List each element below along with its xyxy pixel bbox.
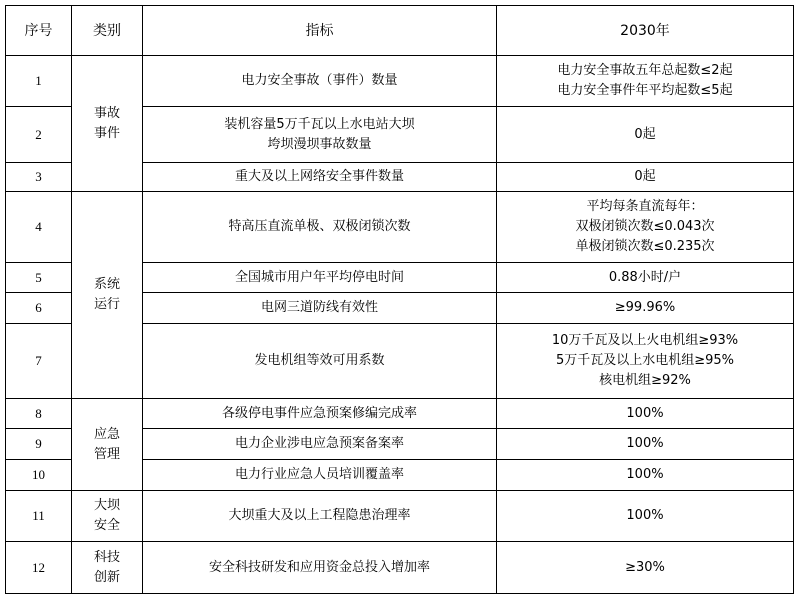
row-number: 3 [6, 163, 72, 192]
target-text: 100% [626, 467, 664, 482]
target-text: 100% [626, 436, 664, 451]
table-row [6, 192, 794, 263]
category-label: 科技 [93, 549, 120, 565]
indicator-cell [143, 460, 497, 491]
indicator-cell [143, 399, 497, 429]
indicator-text: 电网三道防线有效性 [260, 300, 378, 315]
header-indicator: 指标 [143, 6, 497, 56]
category-cell-dam [72, 491, 143, 542]
indicator-cell [143, 263, 497, 293]
category-label: 事件 [93, 125, 120, 141]
target-text: 100% [626, 405, 664, 421]
indicator-text: 垮坝漫坝事故数量 [267, 136, 372, 152]
target-cell [497, 263, 794, 293]
indicator-text: 各级停电事件应急预案修编完成率 [221, 405, 417, 421]
category-label: 系统 [93, 277, 120, 292]
table-row [6, 56, 794, 107]
header-no: 序号 [6, 6, 72, 56]
target-text: 0起 [634, 169, 656, 184]
indicator-cell [143, 192, 497, 263]
target-text: 0起 [634, 126, 656, 142]
table-row [6, 491, 794, 542]
row-number: 6 [6, 293, 72, 324]
row-number: 9 [6, 429, 72, 460]
row-number: 5 [6, 263, 72, 293]
row-number: 7 [6, 324, 72, 399]
target-cell [497, 429, 794, 460]
target-text: 电力安全事故五年总起数≤2起 [557, 63, 733, 78]
indicator-text: 重大及以上网络安全事件数量 [234, 169, 404, 184]
category-label: 安全 [93, 518, 120, 533]
indicator-cell [143, 56, 497, 107]
indicator-text: 发电机组等效可用系数 [254, 353, 385, 368]
category-label: 应急 [93, 426, 120, 442]
row-number: 1 [6, 56, 72, 107]
category-label: 创新 [93, 569, 120, 585]
category-label: 事故 [93, 105, 120, 121]
indicator-text: 装机容量5万千瓦以上水电站大坝 [224, 116, 415, 132]
target-cell [497, 163, 794, 192]
indicator-text: 电力安全事故（事件）数量 [241, 73, 398, 88]
target-cell [497, 192, 794, 263]
indicator-text: 特高压直流单极、双极闭锁次数 [228, 219, 411, 234]
target-text: 电力安全事件年平均起数≤5起 [557, 83, 733, 98]
target-text: 10万千瓦及以上火电机组≥93% [551, 333, 739, 348]
target-text: 100% [626, 508, 664, 523]
row-number: 10 [6, 460, 72, 491]
target-text: 核电机组≥92% [599, 373, 691, 388]
category-cell-tech [72, 542, 143, 594]
target-cell [497, 399, 794, 429]
indicator-text: 电力企业涉电应急预案备案率 [234, 436, 404, 451]
category-cell-accident [72, 56, 143, 192]
category-label: 大坝 [93, 498, 120, 513]
target-cell [497, 460, 794, 491]
table-row [6, 542, 794, 594]
target-text: 0.88小时/户 [608, 269, 682, 285]
indicator-cell [143, 429, 497, 460]
target-text: 5万千瓦及以上水电机组≥95% [555, 353, 735, 368]
header-category: 类别 [72, 6, 143, 56]
indicator-cell [143, 491, 497, 542]
target-text: 平均每条直流每年： [586, 199, 704, 214]
table-header-row [6, 6, 794, 56]
target-text: 双极闭锁次数≤0.043次 [575, 219, 715, 234]
indicator-text: 电力行业应急人员培训覆盖率 [234, 467, 404, 482]
target-text: 单极闭锁次数≤0.235次 [575, 239, 715, 254]
category-label: 管理 [93, 446, 120, 462]
target-cell [497, 293, 794, 324]
target-text: ≥30% [625, 559, 665, 575]
indicator-text: 全国城市用户年平均停电时间 [234, 269, 404, 285]
target-text: ≥99.96% [614, 300, 676, 315]
category-cell-emergency [72, 399, 143, 491]
target-cell [497, 324, 794, 399]
indicator-cell [143, 107, 497, 163]
indicator-text: 大坝重大及以上工程隐患治理率 [228, 508, 411, 523]
target-cell [497, 56, 794, 107]
table-row [6, 399, 794, 429]
row-number: 11 [6, 491, 72, 542]
row-number: 12 [6, 542, 72, 594]
target-cell [497, 107, 794, 163]
indicator-cell [143, 324, 497, 399]
indicator-cell [143, 542, 497, 594]
row-number: 2 [6, 107, 72, 163]
row-number: 8 [6, 399, 72, 429]
safety-indicator-table [5, 5, 794, 594]
category-label: 运行 [93, 297, 120, 312]
indicator-text: 安全科技研发和应用资金总投入增加率 [208, 559, 430, 575]
category-cell-system [72, 192, 143, 399]
header-target: 2030年 [497, 6, 794, 56]
indicator-cell [143, 163, 497, 192]
indicator-cell [143, 293, 497, 324]
target-cell [497, 542, 794, 594]
row-number: 4 [6, 192, 72, 263]
target-cell [497, 491, 794, 542]
